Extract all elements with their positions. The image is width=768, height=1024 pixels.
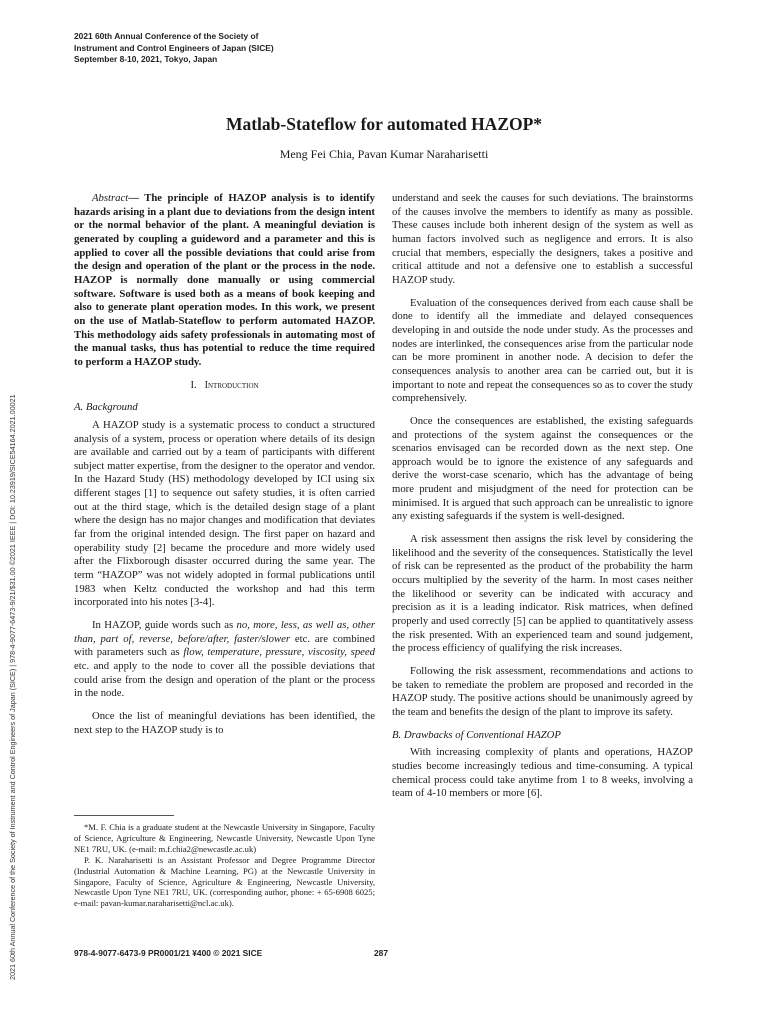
footnote-second-author: P. K. Naraharisetti is an Assistant Professor and Degree Programme Director (Industrial Automation & Machine Learning, PG) at the Newcastle University in Singapore, Faculty of Science, Agriculture & Engineering, Newcastle University, Newcastle Upon Tyne NE1 7RU, UK. (corresponding author, phone: + 65-6908 6025; e-mail: pavan-kumar.naraharisetti@ncl.ac.uk). bbox=[74, 854, 375, 909]
abstract-label: Abstract bbox=[92, 192, 129, 204]
conference-header-line-3: September 8-10, 2021, Tokyo, Japan bbox=[74, 54, 218, 65]
paragraph-text: In HAZOP, guide words such as bbox=[92, 619, 237, 632]
intro-paragraph-2 bbox=[74, 619, 375, 701]
page-number: 287 bbox=[374, 948, 388, 958]
paragraph-text: etc. and apply to the node to cover all the possible deviations that could arise from the design and operation of the plant or the process in the node. bbox=[74, 660, 375, 700]
footnote-divider bbox=[74, 815, 174, 816]
abstract-dash: — bbox=[128, 192, 145, 204]
conference-header-line-2: Instrument and Control Engineers of Japan (SICE) bbox=[74, 42, 274, 53]
intro-paragraph-1: A HAZOP study is a systematic process to conduct a structured analysis of a system, process or operation where details of its design are available and carried out by a team of participants with different subject matter expertise, from the designer to the operator and vendor. In the Hazard Study (HS) methodology developed by ICI using six different stages [1] to sequence out safety studies, it is often carried out at the third stage, which is the detailed design stage of a plant where the design has no major changes and modification that deviates far from the original intended design. The first paper on hazard and operability study [2] became the procedure and more widely used after the Flixborough disaster occurred during the same year. The term “HAZOP” was not widely adopted in formal publications until 1983 when Keltz conducted the workshop and had this term incorporated into his notes [3-4]. bbox=[74, 418, 375, 609]
side-citation-text: 2021 60th Annual Conference of the Society of Instrument and Control Engineers of Japan (SICE) | 978-4-9077-6473-9/21/$31.00 ©2021 IEEE | DOI: 10.23919/SICE54164.2021.00021 bbox=[8, 394, 17, 980]
paper-title: Matlab-Stateflow for automated HAZOP* bbox=[225, 114, 543, 134]
guidewords-list: no, more, less, as well as, other than, part of, reverse, before/after, faster/slower bbox=[74, 619, 375, 645]
subsection-heading-drawbacks: B. Drawbacks of Conventional HAZOP bbox=[392, 728, 561, 741]
conference-header bbox=[74, 31, 274, 66]
conference-header-line-1: 2021 60th Annual Conference of the Society of bbox=[74, 31, 259, 41]
section-name: Introduction bbox=[204, 379, 259, 391]
footer-isbn: 978-4-9077-6473-9 PR0001/21 ¥400 © 2021 SICE bbox=[74, 948, 263, 958]
abstract bbox=[74, 192, 375, 370]
intro-paragraph-3: Once the list of meaningful deviations has been identified, the next step to the HAZOP study is to bbox=[74, 709, 375, 736]
right-paragraph-3: Once the consequences are established, the existing safeguards and protections of the system against the consequences or the scenarios envisaged can be recorded down as the next step. One approach would be to ignore the existence of any safeguards and derive the worst-case scenario, which has the advantage of being more prudent and misjudgment of the need for protection can be minimised. It is argued that such approach can be unrealistic to ignore any existing safeguards if the system is well-designed. bbox=[392, 414, 693, 523]
footnotes bbox=[74, 822, 375, 909]
paper-authors: Meng Fei Chia, Pavan Kumar Naraharisetti bbox=[279, 147, 489, 161]
right-column bbox=[392, 192, 693, 810]
parameters-list: flow, temperature, pressure, viscosity, speed bbox=[183, 646, 375, 659]
abstract-text: The principle of HAZOP analysis is to identify hazards arising in a plant due to deviations from the design intent or the normal behavior of the plant. A meaningful deviation is generated by coupling a guideword and a parameter and this is applied to cover all the possible deviations that could arise from the design and operation of the plant or the process in the node. HAZOP is normally done manually or using commercial software. Software is used both as a means of book keeping and also to generate plant operation modes. In this work, we present on the use of Matlab-Stateflow to perform automated HAZOP. This methodology aids safety professionals in automating most of the manual tasks, thus has potential to reduce the time required to perform a HAZOP study. bbox=[74, 192, 375, 368]
right-paragraph-1: understand and seek the causes for such deviations. The brainstorms of the causes involve the members to identify as many as possible. These causes include both inherent design of the system as well as human factors involved such as negligence and errors. It is also crucial that members, especially the designers, takes a positive and critical attitude and not a defensive one to establish a successful HAZOP study. bbox=[392, 192, 693, 286]
right-paragraph-2: Evaluation of the consequences derived from each cause shall be done to identify all the immediate and delayed consequences developing in and outside the node under study. As the processes and nodes are interlinked, the consequences arise from the particular node can be more prominent in another node. A decision to defer the consequences analysis to another area can be carried out, but it is important to note and repeat the consequences so as to cover the study comprehensively. bbox=[392, 296, 693, 405]
right-paragraph-4: A risk assessment then assigns the risk level by considering the likelihood and the severity of the consequences. Statistically the level of risk can be represented as the product of the probability the harm occurs multiplied by the severity of the harm. In most cases neither the likelihood or severity can be indicated with accuracy and precision as it is a leading indicator. Risk matrices, when defined properly and used correctly [5] can be applied to quantitatively assess the risk presented. With an experienced team and sound judgement, the process efficiency of qualifying the risk increases. bbox=[392, 533, 693, 655]
right-paragraph-6: With increasing complexity of plants and operations, HAZOP studies become increasingly tedious and time-consuming. A typical chemical process could take anytime from 1 to 8 weeks, involving a team of 4-10 members or more [6]. bbox=[392, 746, 693, 800]
footnote-first-author: *M. F. Chia is a graduate student at the Newcastle University in Singapore, Faculty of Science, Agriculture & Engineering, Newcastle University, Newcastle Upon Tyne NE1 7RU, UK. (e-mail: m.f.chia2@newcastle.ac.uk) bbox=[74, 822, 375, 854]
section-number: I. bbox=[190, 378, 197, 391]
left-column bbox=[74, 192, 375, 746]
right-paragraph-5: Following the risk assessment, recommendations and actions to be taken to remediate the problem are proposed and recorded in the HAZOP study. The positive actions should be unanimously agreed by the team and benefits the design of the plant to improve its safety. bbox=[392, 665, 693, 718]
subsection-heading-background: A. Background bbox=[74, 401, 138, 414]
section-heading-introduction bbox=[74, 379, 375, 393]
paragraph-text: etc. are combined with parameters such as bbox=[74, 632, 375, 659]
